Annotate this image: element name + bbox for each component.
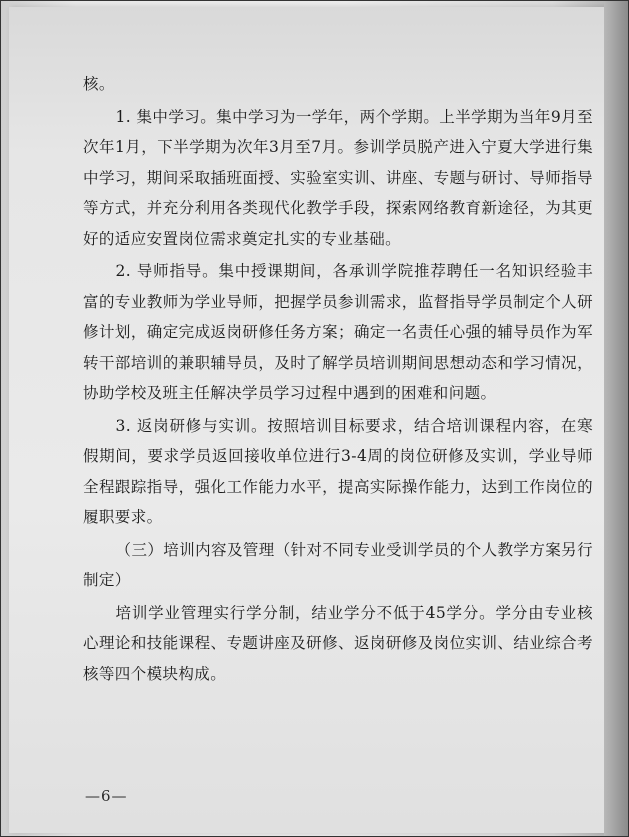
paragraph-mentor-guidance: 2. 导师指导。集中授课期间，各承训学院推荐聘任一名知识经验丰富的专业教师为学业导师，把握学员参训需求，监督指导学员制定个人研修计划，确定完成返岗研修任务方案；确定一名责任心强的辅导员作为军转干部培训的兼职辅导员，及时了解学员培训期间思想动态和学习情况，协助学校及班主任解决学员学习过程中遇到的困难和问题。	[83, 262, 593, 402]
document-body	[83, 69, 593, 689]
section-heading-training-content: （三）培训内容及管理（针对不同专业受训学员的个人教学方案另行制定）	[83, 540, 593, 589]
page-edge-shadow	[604, 1, 628, 836]
page-number: —6—	[85, 787, 128, 805]
paragraph-return-training: 3. 返岗研修与实训。按照培训目标要求，结合培训课程内容，在寒假期间，要求学员返回接收单位进行3-4周的岗位研修及实训，学业导师全程跟踪指导，强化工作能力水平，提高实际操作能力，达到工作岗位的履职要求。	[83, 416, 593, 526]
paragraph-centralized-study: 1. 集中学习。集中学习为一学年，两个学期。上半学期为当年9月至次年1月，下半学期为次年3月至7月。参训学员脱产进入宁夏大学进行集中学习，期间采取插班面授、实验室实训、讲座、专题与研讨、导师指导等方式，并充分利用各类现代化教学手段，探索网络教育新途径，为其更好的适应安置岗位需求奠定扎实的专业基础。	[83, 107, 593, 248]
paragraph-credit-system: 培训学业管理实行学分制，结业学分不低于45学分。学分由专业核心理论和技能课程、专题讲座及研修、返岗研修及岗位实训、结业综合考核等四个模块构成。	[83, 603, 593, 683]
paragraph-continuation: 核。	[83, 75, 115, 93]
